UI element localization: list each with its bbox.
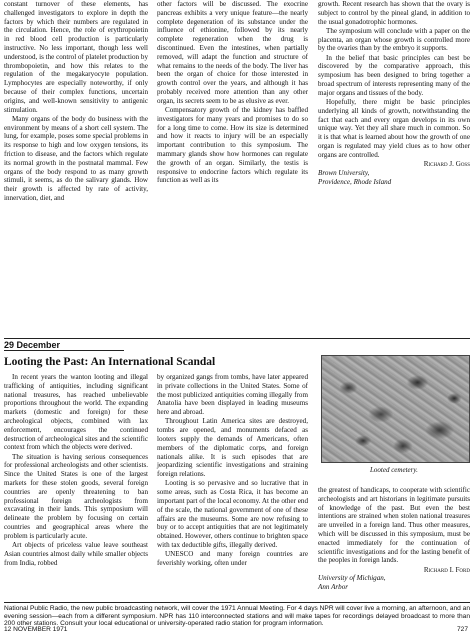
footer-note: National Public Radio, the new public broadcasting network, will cover the 1971 Annual Meeting. For 4 days NPR will cover live a morning, an afternoon, and an evening session—each from a different symposium. NPR has 110 interconnected stations and will make tapes for recordings delayed broadcast to more than 200 other stations. Consult your local educational or university-operated radio station for program information. <box>4 605 470 628</box>
section-divider <box>4 338 470 339</box>
paragraph: growth. Recent research has shown that the ovary is subject to control by the pineal gland, in addition to the usual gonadotrophic hormones. <box>318 0 470 26</box>
author-affiliation-line: Brown University, <box>318 168 370 177</box>
footer-divider <box>4 602 470 603</box>
paragraph: Many organs of the body do business with the environment by means of a short cell system. The lung, for example, poses some special problems in its response to high and low oxygen tensions, its friction to disease, and the factors which regulate its normal growth in the postnatal mammal. Few organs of the body respond to as many growth stimuli, it seems, as do the salivary glands. How their growth is affected by rate of activity, innervation, diet, and <box>4 114 148 202</box>
author-affiliation-line: University of Michigan, <box>318 574 386 583</box>
issue-date: 12 NOVEMBER 1971 <box>4 626 68 633</box>
paragraph: constant turnover of these elements, has challenged investigators to explore in depth the factors by which their numbers are regulated in the circulation. Hence, the role of erythropoietin in red blood cell production is particularly instructive. No less important, though less well understood, is the control of platelet production by thrombopoietin, and how this relates to the regulation of the megakaryocyte population. Lymphocytes are especially noteworthy, if only because of their complex functions, uncertain origins, and well-known sensitivity to antigenic stimulation. <box>4 0 148 114</box>
author-signature <box>318 566 470 575</box>
author-affiliation-line: Providence, Rhode Island <box>318 177 392 186</box>
section-date: 29 December <box>4 340 61 350</box>
paragraph: Compensatory growth of the kidney has baffled investigators for many years and promises to do so for a long time to come. How its size is determined and how it reacts to injury will be an especially important contribution to this symposium. The mammary glands show how hormones can regulate the growth of an organ. Similarly, the testis is responsive to endocrine factors which regulate its function as well as its <box>157 105 308 185</box>
paragraph: by organized gangs from tombs, have later appeared in private collections in the United States. Some of the most publicized antiquities coming illegally from Anatolia have been displayed in leading museums here and abroad. <box>157 373 308 417</box>
author-name: Richard I. Ford <box>423 565 470 574</box>
page-number: 727 <box>456 626 468 633</box>
photo-caption: Looted cemetery. <box>370 466 418 474</box>
top-column-3 <box>318 0 470 186</box>
paragraph: In the belief that basic principles can best be discovered by the comparative approach, this symposium has been designed to bring together a broad spectrum of interests representing many of the major organs and tissues of the body. <box>318 53 470 97</box>
looted-cemetery-photo <box>321 355 470 463</box>
paragraph: Art objects of priceless value leave southeast Asian countries almost daily while smaller objects from India, robbed <box>4 540 148 567</box>
article-column-3 <box>318 486 470 592</box>
article-title: Looting the Past: An International Scandal <box>4 356 216 368</box>
article-column-2 <box>157 373 308 568</box>
top-column-2 <box>157 0 308 186</box>
paragraph: UNESCO and many foreign countries are feverishly working, often under <box>157 550 308 567</box>
paragraph: In recent years the wanton looting and illegal trafficking of antiquities, including significant national treasures, has reached unbelievable proportions throughout the world. The expanding markets (domestic and foreign) for these archeological objects, combined with lax enforcement, encourages the continued destruction of archeological sites and the scientific context from which the objects were derived. <box>4 373 148 452</box>
paragraph: Throughout Latin America sites are destroyed, tombs are opened, and monuments defaced as looters supply the demands of Americans, often members of the diplomatic corps, and foreign nationals alike. It is such episodes that are jeopardizing scientific investigations and straining foreign relations. <box>157 417 308 479</box>
date-underline <box>4 350 124 351</box>
paragraph: Looting is so pervasive and so lucrative that in some areas, such as Costa Rica, it has become an important part of the local economy. At the other end of the scale, the national government of one of these affairs are the museums. Some are now refusing to buy or to accept antiquities that are not legitimately obtained. However, others continue to brighten space with tax deductible gifts, illegally derived. <box>157 479 309 549</box>
author-affiliation-line: Ann Arbor <box>318 583 349 592</box>
paragraph: The situation is having serious consequences for professional archeologists and other scientists. Since the United States is one of the largest markets for these stolen goods, several foreign countries are openly threatening to ban professional foreign archeologists from excavating in their lands. This symposium will delineate the problem by focusing on certain countries and geographical areas where the problem is particularly acute. <box>4 452 148 540</box>
author-signature <box>318 160 470 169</box>
paragraph: other factors will be discussed. The exocrine pancreas exhibits a very unique feature—the nearly complete degeneration of its substance under the influence of ethionine, followed by its nearly complete regeneration when the drug is discontinued. Even the intestines, when partially removed, will adapt the function and structure of what remains to the needs of the body. The liver has been the organ of choice for those interested in growth control over the years, and although it has probably received more attention than any other organ, its secrets seem to be as elusive as ever. <box>157 0 308 105</box>
paragraph: the greatest of handicaps, to cooperate with scientific archeologists and art historians in legitimate pursuits of knowledge of the past. But even the best intentions are strained when stolen national treasures are unveiled in a foreign land. Thus other measures, which will be discussed in this symposium, must be enacted immediately for the continuation of scientific investigations and for the lasting benefit of the peoples in foreign lands. <box>318 486 470 565</box>
paragraph: The symposium will conclude with a paper on the placenta, an organ whose growth is controlled more by the ovaries than by the embryo it supports. <box>318 26 470 53</box>
author-name: Richard J. Goss <box>423 159 470 168</box>
top-column-1 <box>4 0 148 203</box>
paragraph: Hopefully, there might be basic principles underlying all kinds of growth, notwithstanding the fact that each and every organ develops in its own unique way. Yet they all share much in common. So it is that what is learned about how the growth of one organ is regulated may yield clues as to how other organs are controlled. <box>318 97 470 159</box>
article-column-1 <box>4 373 148 568</box>
